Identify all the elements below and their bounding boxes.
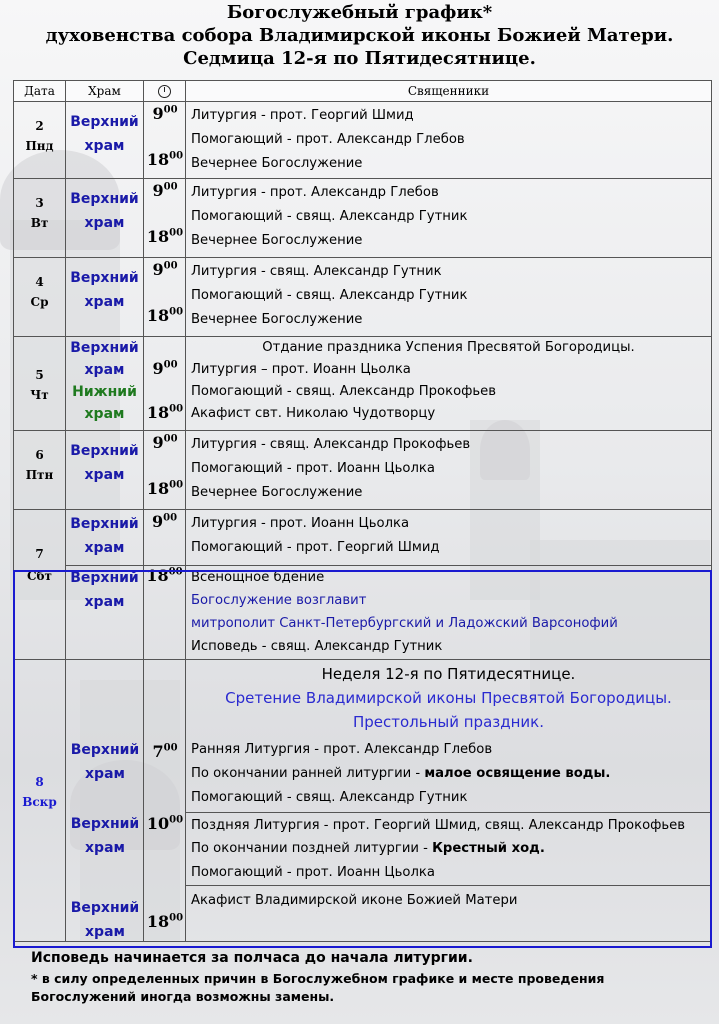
service-line: Помогающий - свящ. Александр Прокофьев xyxy=(191,384,497,399)
service-time: $18^{00}$ xyxy=(146,912,184,931)
time-cell xyxy=(144,179,186,258)
table-row xyxy=(14,566,712,660)
clergy-cell xyxy=(186,431,712,510)
time-cell xyxy=(144,102,186,179)
date-cell xyxy=(14,660,66,942)
service-time: $9^{00}$ xyxy=(152,359,178,378)
service-time: $18^{00}$ xyxy=(146,403,184,422)
service-time: $9^{00}$ xyxy=(152,260,178,279)
service-line: По окончании ранней литургии - малое освящение воды. xyxy=(191,766,611,781)
date-cell xyxy=(14,179,66,258)
service-line: Вечернее Богослужение xyxy=(191,233,363,248)
day-number: 8 xyxy=(35,775,44,789)
temple-name: храм xyxy=(84,362,125,378)
service-line: Литургия - прот. Иоанн Цьолка xyxy=(191,516,410,531)
temple-cell xyxy=(66,179,144,258)
date-cell xyxy=(14,102,66,179)
temple-name: Верхний xyxy=(70,114,139,130)
replacement-note: * в силу определенных причин в Богослужебном графике и месте проведения Богослужений иногда возможны замены. xyxy=(31,971,605,1004)
temple-name: храм xyxy=(84,540,125,556)
service-time: $18^{00}$ xyxy=(146,566,183,585)
confession-note: Исповедь начинается за полчаса до начала литургии. xyxy=(31,950,473,966)
date-cell xyxy=(14,337,66,431)
service-line: Помогающий - прот. Иоанн Цьолка xyxy=(191,461,435,476)
temple-name: храм xyxy=(85,840,125,856)
page-title: Богослужебный график* xyxy=(226,2,493,23)
time-cell xyxy=(144,660,186,942)
day-of-week: Вскр xyxy=(22,795,57,809)
footer xyxy=(31,950,711,1006)
col-header-time xyxy=(144,81,186,102)
temple-cell xyxy=(66,102,144,179)
temple-cell xyxy=(66,510,144,566)
temple-name: храм xyxy=(84,138,125,154)
day-of-week: Сбт xyxy=(27,568,52,583)
table-row xyxy=(14,337,712,431)
day-number: 3 xyxy=(35,196,44,210)
feast-heading: Сретение Владимирской иконы Пресвятой Богородицы. xyxy=(225,689,672,707)
schedule-table xyxy=(13,80,712,942)
day-number: 4 xyxy=(35,275,44,289)
service-line: Помогающий - прот. Иоанн Цьолка xyxy=(191,865,435,880)
clergy-cell xyxy=(186,179,712,258)
temple-name: Верхний xyxy=(70,516,139,532)
service-line: Помогающий - прот. Георгий Шмид xyxy=(191,540,440,555)
service-time: $18^{00}$ xyxy=(146,150,184,169)
service-line: Литургия - прот. Александр Глебов xyxy=(191,185,439,200)
table-row xyxy=(14,258,712,337)
service-line: Помогающий - свящ. Александр Гутник xyxy=(191,209,468,224)
service-time: $18^{00}$ xyxy=(146,227,184,246)
service-line: Ранняя Литургия - прот. Александр Глебов xyxy=(191,742,493,757)
service-line: Вечернее Богослужение xyxy=(191,485,363,500)
clergy-cell xyxy=(186,102,712,179)
service-line: Вечернее Богослужение xyxy=(191,156,363,171)
col-header-clergy: Священники xyxy=(186,81,712,102)
clergy-cell xyxy=(186,660,712,942)
temple-cell xyxy=(66,337,144,431)
time-cell xyxy=(144,337,186,431)
table-row xyxy=(14,102,712,179)
day-number: 2 xyxy=(35,119,44,133)
temple-name: храм xyxy=(84,294,125,310)
service-line: Помогающий - свящ. Александр Гутник xyxy=(191,288,468,303)
table-row xyxy=(14,660,712,942)
feast-heading: Престольный праздник. xyxy=(352,713,545,731)
service-time: $9^{00}$ xyxy=(152,181,178,200)
temple-name: Верхний xyxy=(70,742,140,758)
clock-icon xyxy=(158,85,171,98)
day-of-week: Вт xyxy=(30,216,49,230)
day-of-week: Птн xyxy=(25,468,54,482)
service-time: $18^{00}$ xyxy=(146,306,184,325)
week-title: Седмица 12-я по Пятидесятнице. xyxy=(183,48,536,69)
temple-cell xyxy=(66,566,144,660)
day-of-week: Пнд xyxy=(25,139,54,153)
temple-name: храм xyxy=(84,215,125,231)
temple-name: Верхний xyxy=(70,900,140,916)
temple-name: Нижний xyxy=(72,384,137,400)
date-cell xyxy=(14,566,66,660)
col-header-date: Дата xyxy=(14,81,66,102)
temple-name: Верхний xyxy=(70,270,139,286)
service-line: митрополит Санкт-Петербургский и Ладожский Варсонофий xyxy=(191,616,618,631)
date-cell xyxy=(14,510,66,566)
temple-name: храм xyxy=(85,924,125,940)
service-line: Вечернее Богослужение xyxy=(191,312,363,327)
table-header-row xyxy=(14,81,712,102)
temple-name: храм xyxy=(84,594,125,610)
temple-name: Верхний xyxy=(70,443,139,459)
service-line: Помогающий - свящ. Александр Гутник xyxy=(191,790,468,805)
service-line: Литургия – прот. Иоанн Цьолка xyxy=(191,362,411,377)
service-line: Исповедь - свящ. Александр Гутник xyxy=(191,639,443,654)
service-time: $10^{00}$ xyxy=(146,814,184,833)
service-time: $9^{00}$ xyxy=(152,433,178,452)
service-line: Всенощное бдение xyxy=(191,570,325,585)
temple-name: Верхний xyxy=(70,191,139,207)
day-number: 5 xyxy=(35,368,44,382)
service-line: Литургия - свящ. Александр Гутник xyxy=(191,264,442,279)
temple-name: храм xyxy=(85,766,125,782)
feast-heading: Отдание праздника Успения Пресвятой Богородицы. xyxy=(262,340,635,355)
temple-name: Верхний xyxy=(70,816,140,832)
time-cell xyxy=(144,510,186,566)
temple-name: храм xyxy=(84,406,125,422)
date-cell xyxy=(14,431,66,510)
day-number: 6 xyxy=(35,448,44,462)
service-line: Помогающий - прот. Александр Глебов xyxy=(191,132,465,147)
service-line: Акафист свт. Николаю Чудотворцу xyxy=(191,406,436,421)
table-row xyxy=(14,179,712,258)
day-of-week: Ср xyxy=(30,295,49,309)
service-time: $18^{00}$ xyxy=(146,479,184,498)
service-time: $9^{00}$ xyxy=(151,512,178,531)
time-cell xyxy=(144,258,186,337)
service-line: Акафист Владимирской иконе Божией Матери xyxy=(186,885,711,913)
clergy-cell xyxy=(186,337,712,431)
temple-cell xyxy=(66,431,144,510)
clergy-cell xyxy=(186,566,712,660)
time-cell xyxy=(144,431,186,510)
time-cell xyxy=(144,566,186,660)
service-line: Литургия - прот. Георгий Шмид xyxy=(191,108,414,123)
clergy-cell xyxy=(186,258,712,337)
temple-cell xyxy=(66,660,144,942)
temple-name: храм xyxy=(84,467,125,483)
service-time: $7^{00}$ xyxy=(152,742,178,761)
day-of-week: Чт xyxy=(30,388,49,402)
feast-heading: Неделя 12-я по Пятидесятнице. xyxy=(321,665,576,683)
service-line: Поздняя Литургия - прот. Георгий Шмид, свящ. Александр Прокофьев xyxy=(186,812,711,837)
service-line: Литургия - свящ. Александр Прокофьев xyxy=(191,437,471,452)
col-header-temple: Храм xyxy=(66,81,144,102)
service-line: По окончании поздней литургии - Крестный ход. xyxy=(191,841,545,856)
clergy-cell xyxy=(186,510,712,566)
table-row xyxy=(14,431,712,510)
day-number: 7 xyxy=(35,547,44,561)
table-row xyxy=(14,510,712,566)
temple-name: Верхний xyxy=(70,340,139,356)
date-cell xyxy=(14,258,66,337)
service-line: Богослужение возглавит xyxy=(191,593,367,608)
temple-cell xyxy=(66,258,144,337)
service-time: $9^{00}$ xyxy=(152,104,178,123)
temple-name: Верхний xyxy=(70,570,139,586)
page-subtitle: духовенства собора Владимирской иконы Божией Матери. xyxy=(45,25,674,46)
